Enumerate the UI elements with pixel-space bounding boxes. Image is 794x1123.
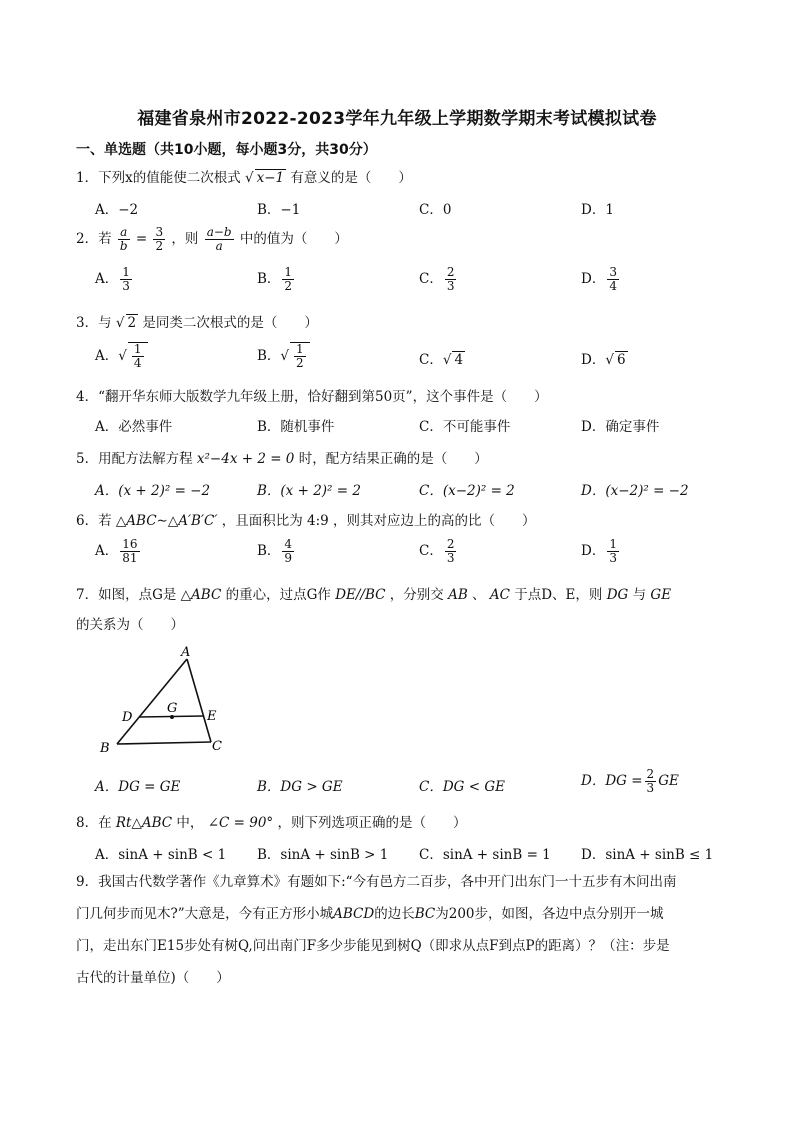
q4-option-b[interactable]: B．随机事件 [257,419,335,435]
question-6 [76,509,776,529]
q2-option-b[interactable]: B． $\frac{1}{2}$ [257,265,293,293]
q5-option-a[interactable]: A．(x + 2)² = −2 [95,483,211,499]
q2-option-c[interactable]: C． $\frac{2}{3}$ [419,265,455,293]
q2-option-a[interactable]: A． $\frac{1}{3}$ [95,265,130,293]
q1-option-a[interactable]: A．−2 [95,202,139,218]
q6-similarity: △ABC∼△A′B′C′ [115,513,218,529]
q1-stem-end: 有意义的是（ ） [290,170,412,186]
q2-stem-end: 中的值为（ ） [239,231,348,247]
q8-option-b[interactable]: B．sinA + sinB > 1 [257,847,389,863]
q3-radical: √ 2 [115,315,137,331]
q3-stem: 3．与 [76,315,112,331]
q1-option-b[interactable]: B．−1 [257,202,301,218]
question-4: 4．“翻开华东师大版数学九年级上册，恰好翻到第50页”，这个事件是（ ） [76,389,548,405]
exam-title: 福建省泉州市2022-2023学年九年级上学期数学期末考试模拟试卷 [137,109,657,129]
q4-option-d[interactable]: D．确定事件 [581,419,660,435]
q2-stem: 2．若 [76,231,112,247]
question-2 [76,226,776,253]
q1-stem: 1．下列x的值能使二次根式 [76,170,241,186]
q5-option-b[interactable]: B．(x + 2)² = 2 [257,483,361,499]
label-g: G [167,701,178,716]
q2-equals: = [135,231,148,247]
question-5 [76,447,776,467]
q1-option-c[interactable]: C．0 [419,202,452,218]
label-b: B [100,741,110,756]
question-3 [76,311,776,331]
q5-stem-end: 时，配方结果正确的是（ ） [298,451,488,467]
side-ac [187,659,211,742]
section-heading: 一、单选题（共10小题，每小题3分，共30分） [76,142,377,158]
question-7: 7．如图，点G是 △ABC 的重心，过点G作 DE//BC ，分别交 AB 、 AC 于点D、E，则 DG 与 GE [76,587,672,603]
q5-option-c[interactable]: C．(x−2)² = 2 [419,483,515,499]
label-e: E [207,709,217,724]
q3-option-b[interactable]: B．√ $\frac{1}{2}$ [257,342,310,370]
q9-line2: 门几何步而见木?”大意是，今有正方形小城ABCD的边长BC为200步，如图，各边中点分别开一城 [76,906,664,922]
q6-stem: 6．若 [76,513,112,529]
q2-option-d[interactable]: D． $\frac{3}{4}$ [581,265,617,293]
q7-option-a[interactable]: A．DG = GE [95,779,181,795]
q8-option-d[interactable]: D．sinA + sinB ≤ 1 [581,847,714,863]
q3-option-c[interactable]: C．√ 4 [419,352,464,368]
q8-option-a[interactable]: A．sinA + sinB < 1 [95,847,227,863]
label-a: A [181,645,191,660]
q5-option-d[interactable]: D．(x−2)² = −2 [581,483,689,499]
q9-line3: 门，走出东门E15步处有树Q,问出南门F多少步能见到树Q（即求从点F到点P的距离）？（注：步是 [76,938,670,954]
q6-option-d[interactable]: D． $\frac{1}{3}$ [581,537,617,565]
q1-radical: √ x−1 [245,170,285,186]
q6-option-c[interactable]: C． $\frac{2}{3}$ [419,537,455,565]
label-c: C [212,739,222,754]
q7-option-c[interactable]: C．DG < GE [419,779,505,795]
q3-stem-end: 是同类二次根式的是（ ） [142,315,318,331]
q9-line1: 9．我国古代数学著作《九章算术》有题如下:“今有邑方二百步，各中开门出东门一十五步有木问出南 [76,874,677,890]
q2-fraction-32: $\frac{3}{2}$ [155,225,164,253]
q9-line4: 古代的计量单位)（ ） [76,970,230,986]
q3-option-d[interactable]: D．√ 6 [581,352,626,368]
question-8: 8．在 Rt△ABC 中， ∠C = 90° ，则下列选项正确的是（ ） [76,815,467,831]
q7-stem-line2: 的关系为（ ） [76,617,184,633]
triangle-figure [95,640,245,760]
question-9 [76,866,776,994]
question-1 [76,166,776,186]
q2-fraction-expr: $\frac{a-b}{a}$ [206,225,232,253]
q4-option-c[interactable]: C．不可能事件 [419,419,511,435]
q1-option-d[interactable]: D．1 [581,202,614,218]
q2-then: ，则 [171,231,199,247]
q5-stem: 5．用配方法解方程 [76,451,193,467]
label-d: D [122,710,133,725]
q5-equation: x²−4x + 2 = 0 [196,451,295,467]
q7-option-d[interactable]: D．DG = $\frac{2}{3}$ GE [581,767,679,795]
q6-option-a[interactable]: A． $\frac{16}{81}$ [95,537,138,565]
q3-option-a[interactable]: A．√ $\frac{1}{4}$ [95,342,148,370]
q2-fraction-ab: $\frac{a}{b}$ [119,225,128,253]
q4-option-a[interactable]: A．必然事件 [95,419,173,435]
q7-option-b[interactable]: B．DG > GE [257,779,343,795]
q8-option-c[interactable]: C．sinA + sinB = 1 [419,847,551,863]
q6-option-b[interactable]: B． $\frac{4}{9}$ [257,537,293,565]
side-bc [117,742,211,744]
q6-stem-end: ，且面积比为 4:9 ，则其对应边上的高的比（ ） [221,513,536,529]
